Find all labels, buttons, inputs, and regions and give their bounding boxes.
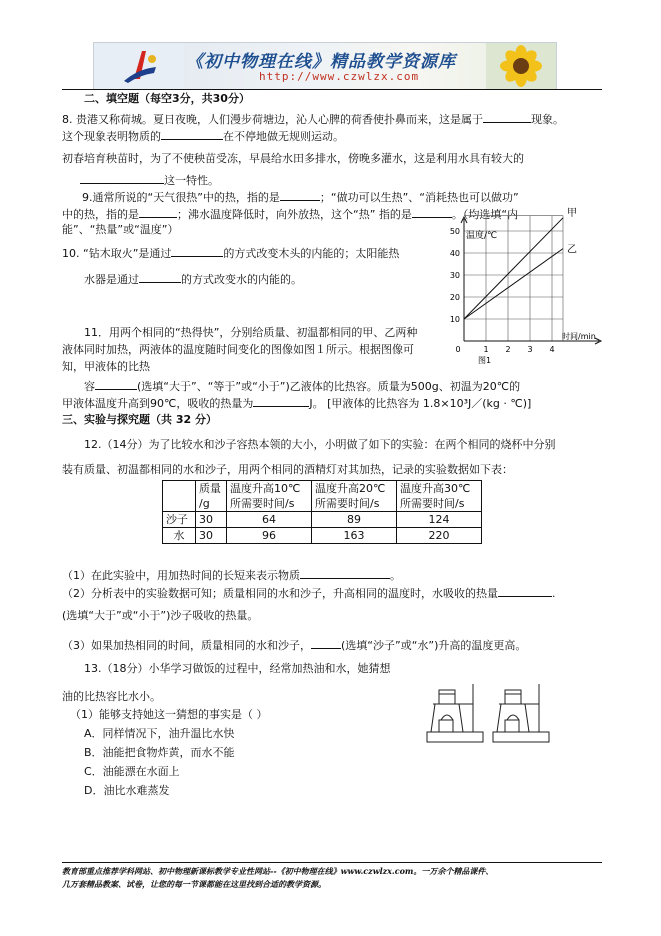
q12-sub2 (62, 585, 556, 601)
table-header-row (163, 481, 482, 512)
q8-line3: 初春培育秧苗时，为了不使秧苗受冻，早晨给水田多排水，傍晚多灌水，这是利用水具有较大的 (62, 152, 524, 165)
x-tick-label: 4 (549, 345, 555, 354)
q12-sub1-text: （1）在此实验中，用加热时间的长短来表示物质 (62, 569, 300, 582)
y-tick-label: 50 (449, 227, 460, 236)
q12-sub2-text: （2）分析表中的实验数据可知；质量相同的水和沙子，升高相同的温度时，水吸收的热量 (62, 587, 498, 600)
footer-line2: 几万套精品教案、试卷，让您的每一节课都能在这里找到合适的教学资源。 (62, 879, 326, 889)
q9-text-1b: ；“做功可以生热”、“消耗热也可以做功” (319, 191, 519, 204)
section-3-title: 三、实验与探究题（共 32 分） (62, 413, 217, 426)
q9-text-2c: 。（均选填“内 (451, 208, 519, 221)
series-label-yi: 乙 (567, 244, 577, 256)
table-row (163, 528, 482, 544)
cell-mass: 30 (196, 528, 227, 544)
q8-blank-2[interactable] (161, 128, 223, 140)
q12-blank-3[interactable] (311, 637, 341, 649)
q13-option-b: B．油能把食物炸黄，而水不能 (84, 746, 235, 759)
q11-line3: 知，甲液体的比热 (62, 360, 150, 373)
q8-text-4: 这一特性。 (164, 174, 219, 187)
cell-time-30: 124 (397, 512, 482, 528)
x-tick-label: 3 (527, 345, 533, 354)
x-axis-label: 时间/min (562, 332, 596, 341)
q8-line2 (62, 128, 344, 144)
q12-blank-2[interactable] (498, 585, 552, 597)
q13-option-d: D．油比水难蒸发 (84, 784, 170, 797)
q8-text-1: 8. 贵港又称荷城。夏日夜晚，人们漫步荷塘边，沁人心脾的荷香使扑鼻而来，这是属于 (62, 113, 483, 126)
data-table (162, 480, 482, 544)
q13-option-a: A．同样情况下，油升温比水快 (84, 727, 235, 740)
q9-line2 (62, 206, 518, 222)
q9-line3: 能”、“热量”或“温度”） (62, 223, 179, 236)
apparatus-right (493, 684, 549, 742)
q11-blank-1[interactable] (95, 378, 137, 390)
section-2-title: 二、填空题（每空3分，共30分） (84, 92, 250, 105)
q12-sub2-end: . (552, 587, 556, 600)
table-corner (163, 481, 196, 512)
q10-text-1a: 10. “钻木取火”是通过 (62, 247, 172, 260)
q10-text-2b: 的方式改变水的内能的。 (181, 273, 302, 286)
q11-line5 (62, 395, 531, 411)
banner-url[interactable]: http://www.czwlzx.com (259, 70, 420, 83)
q8-blank-1[interactable] (483, 111, 531, 123)
x-tick-label: 2 (505, 345, 511, 354)
x-tick-label: 1 (483, 345, 489, 354)
q11-line1: 11．用两个相同的“热得快”，分别给质量、初温都相同的甲、乙两种 (84, 326, 418, 339)
q10-line1 (62, 245, 399, 261)
x-tick-label: 0 (455, 345, 461, 354)
q11-text-5b: J。 [甲液体的比热容为 1.8×10³J／(kg · ℃)] (309, 397, 532, 410)
q13-option-c: C．油能漂在水面上 (84, 765, 180, 778)
q9-line1 (82, 189, 519, 205)
q11-text-4a: 容 (84, 380, 95, 393)
q13-question1: （1）能够支持她这一猜想的事实是（ ） (70, 708, 268, 721)
logo-icon (94, 43, 184, 89)
series-line-yi (464, 249, 563, 319)
cell-time-20: 163 (312, 528, 397, 544)
q9-text-2b: ；沸水温度降低时，向外放热，这个“热” 指的是 (177, 208, 412, 221)
table-header-20: 温度升高20℃ 所需要时间/s (312, 481, 397, 512)
y-tick-label: 20 (449, 293, 460, 302)
chart-caption: 图1 (478, 356, 492, 365)
q10-text-1b: 的方式改变木头的内能的；太阳能热 (223, 247, 400, 260)
q12-sub3-text: （3）如果加热相同的时间，质量相同的水和沙子， (62, 639, 311, 652)
q10-blank-2[interactable] (139, 271, 181, 283)
q10-line2 (84, 271, 302, 287)
sunflower-icon (486, 43, 556, 89)
q13-line1: 13.（18分）小华学习做饭的过程中，经常加热油和水，她猜想 (84, 662, 391, 675)
q12-sub2-line2: (选填“大于”或“小于”)沙子吸收的热量。 (62, 609, 259, 622)
q8-line1 (62, 111, 564, 127)
q8-text-2b: 在不停地做无规则运动。 (223, 130, 344, 143)
q8-line4 (62, 172, 219, 188)
q12-sub1-end: 。 (390, 569, 401, 582)
q10-text-2a: 水器是通过 (84, 273, 139, 286)
q12-line2: 装有质量、初温都相同的水和沙子，用两个相同的酒精灯对其加热，记录的实验数据如下表： (62, 463, 513, 476)
q12-blank-1[interactable] (300, 567, 390, 579)
y-tick-label: 40 (449, 249, 460, 258)
y-tick-label: 10 (449, 315, 460, 324)
row-name: 沙子 (163, 512, 196, 528)
row-name: 水 (163, 528, 196, 544)
footer-line1: 教育部重点推荐学科网站、初中物理新课标教学专业性网站--《初中物理在线》www.czwlzx.com。一万余个精品课件、 (62, 866, 494, 876)
cell-time-20: 89 (312, 512, 397, 528)
q8-text-1-end: 现象。 (531, 113, 564, 126)
q13-line2: 油的比热容比水小。 (62, 690, 161, 703)
q9-blank-3[interactable] (412, 206, 452, 218)
q11-text-4b: (选填“大于”、“等于”或“小于”)乙液体的比热容。质量为500g、初温为20℃的 (137, 380, 521, 393)
q10-blank-1[interactable] (171, 245, 223, 257)
header-banner (93, 42, 557, 90)
q12-sub3 (62, 637, 526, 653)
q12-sub3-end: (选填“沙子”或“水”)升高的温度更高。 (341, 639, 527, 652)
q8-text-2a: 这个现象表明物质的 (62, 130, 161, 143)
y-tick-label: 30 (449, 271, 460, 280)
q11-line2: 液体同时加热，两液体的温度随时间变化的图像如图１所示。根据图像可 (62, 343, 414, 356)
cell-time-10: 96 (227, 528, 312, 544)
q11-blank-2[interactable] (253, 395, 309, 407)
heating-apparatus-illustration (425, 680, 555, 750)
q9-text-2a: 中的热，指的是 (62, 208, 139, 221)
table-header-30: 温度升高30℃ 所需要时间/s (397, 481, 482, 512)
cell-time-10: 64 (227, 512, 312, 528)
q12-sub1 (62, 567, 401, 583)
q9-blank-2[interactable] (139, 206, 177, 218)
table-header-10: 温度升高10℃ 所需要时间/s (227, 481, 312, 512)
q11-line4 (84, 378, 520, 394)
cell-mass: 30 (196, 512, 227, 528)
q8-blank-3[interactable] (80, 172, 164, 184)
footer-rule (62, 862, 602, 863)
q12-line1: 12.（14分）为了比较水和沙子容热本领的大小，小明做了如下的实验：在两个相同的烧杯中分别 (84, 438, 556, 451)
y-axis-label: 温度/℃ (466, 231, 498, 241)
table-row (163, 512, 482, 528)
apparatus-left (427, 684, 483, 742)
header-rule (62, 89, 602, 90)
series-label-jia: 甲 (567, 207, 577, 219)
table-header-mass: 质量 /g (196, 481, 227, 512)
q11-text-5a: 甲液体温度升高到90℃，吸收的热量为 (62, 397, 254, 410)
banner-title: 《初中物理在线》精品教学资源库 (186, 52, 456, 72)
q9-blank-1[interactable] (280, 189, 320, 201)
q9-text-1a: 9.通常所说的“天气很热”中的热，指的是 (82, 191, 280, 204)
cell-time-30: 220 (397, 528, 482, 544)
